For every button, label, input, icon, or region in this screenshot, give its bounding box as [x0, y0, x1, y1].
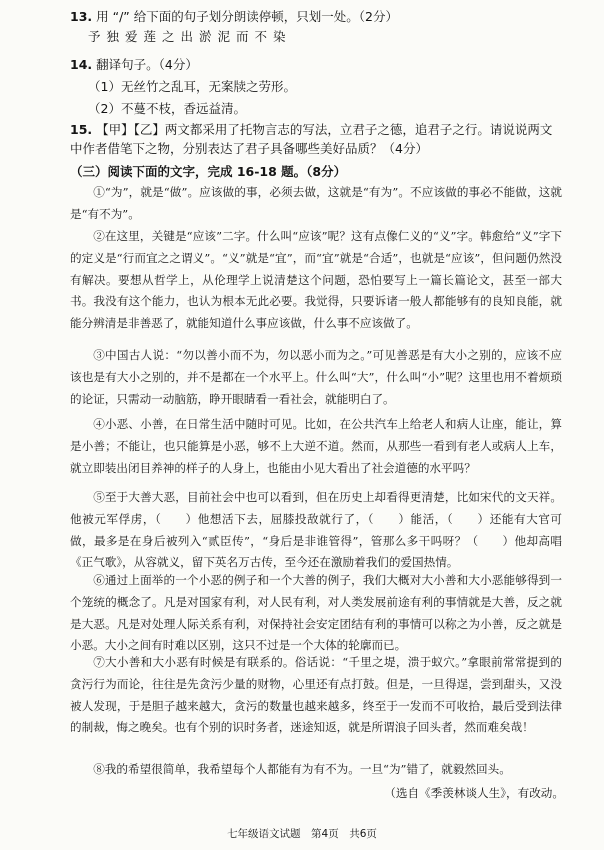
question-13-number: 13. — [70, 9, 93, 24]
question-13-sentence: 予独爱莲之出淤泥而不染 — [88, 29, 292, 44]
question-15-text: 【甲】【乙】两文都采用了托物言志的写法，立君子之德，追君子之行。请说说两文中作者借笔下之物，分别表达了君子具备哪些美好品质？（4分） — [70, 122, 553, 156]
question-15-number: 15. — [70, 122, 93, 137]
passage-paragraph-2: ②在这里，关键是“应该”二字。什么叫“应该”呢？这有点像仁义的“义”字。韩愈给“义”字下的定义是“行而宜之之谓义”。“义”就是“宜”，而“宜”就是“合适”，也就是“应该”，但问题仍然没有解决。要想从哲学上，从伦理学上说清楚这个问题，恐怕要写上一篇长篇论文，甚至一部大书。我没有这个能力，也认为根本无此必要。我觉得，只要诉诸一般人都能够有的良知良能，就能分辨清是非善恶了，就能知道什么事应该做，什么事不应该做了。 — [70, 229, 562, 331]
question-13 — [70, 8, 570, 26]
question-14-item-1: （1）无丝竹之乱耳，无案牍之劳形。 — [88, 79, 296, 94]
question-14 — [70, 56, 570, 74]
passage-paragraph-6: ⑥通过上面举的一个小恶的例子和一个大善的例子，我们大概对大小善和大小恶能够得到一个笼统的概念了。凡是对国家有利，对人民有利，对人类发展前途有利的事情就是大善，反之就是大恶。凡是对处理人际关系有利，对保持社会安定团结有利的事情可以称之为小善，反之就是小恶。大小之间有时难以区别，这只不过是一个大体的轮廓而已。 — [70, 573, 562, 653]
question-15 — [70, 120, 555, 158]
passage-paragraph-5: ⑤至于大善大恶，目前社会中也可以看到，但在历史上却看得更清楚，比如宋代的文天祥。他被元军俘虏，（ ）他想活下去，屈膝投敌就行了，（ ）能活，（ ）还能有大官可做，最多是在身后被列入“贰臣传”，“身后是非谁管得”，管那么多干吗呀？（ ）他却高唱《正气歌》，从容就义，留下英名万古传，至今还在激励着我们的爱国热情。 — [70, 490, 562, 570]
passage-paragraph-4: ④小恶、小善，在日常生活中随时可见。比如，在公共汽车上给老人和病人让座，能让，算是小善；不能让，也只能算是小恶，够不上大逆不道。然而，从那些一看到有老人或病人上车，就立即装出闭目养神的样子的人身上，也能由小见大看出了社会道德的水平吗？ — [70, 417, 562, 475]
passage-paragraph-7: ⑦大小善和大小恶有时候是有联系的。俗话说：“千里之堤，溃于蚁穴。”拿眼前常常提到的贪污行为而论，往往是先贪污少量的财物，心里还有点打鼓。但是，一旦得逞，尝到甜头，又没被人发现，于是胆子越来越大，贪污的数量也越来越多，终至于一发而不可收拾，最后受到法律的制裁，悔之晚矣。也有个别的识时务者，迷途知返，就是所谓浪子回头者，然而难矣哉！ — [70, 655, 562, 735]
question-14-item-2: （2）不蔓不枝，香远益清。 — [88, 101, 246, 116]
section-3-title: （三）阅读下面的文字，完成 16-18 题。（8分） — [70, 164, 347, 179]
page-footer: 七年级语文试题 第4页 共6页 — [227, 828, 377, 840]
passage-paragraph-3: ③中国古人说：“勿以善小而不为，勿以恶小而为之。”可见善恶是有大小之别的，应该不应该也是有大小之别的，并不是都在一个水平上。什么叫“大”，什么叫“小”呢？这里也用不着烦琐的论证，只需动一动脑筋，睁开眼睛看一看社会，就能明白了。 — [70, 348, 562, 406]
question-14-number: 14. — [70, 57, 93, 72]
passage-paragraph-1: ①“为”，就是“做”。应该做的事，必须去做，这就是“有为”。不应该做的事必不能做，这就是“有不为”。 — [70, 185, 562, 221]
question-14-text: 翻译句子。（4分） — [96, 57, 198, 72]
passage-paragraph-8: ⑧我的希望很简单，我希望每个人都能有为有不为。一旦“为”错了，就毅然回头。 — [93, 762, 511, 776]
passage-source: （选自《季羡林谈人生》，有改动。 — [384, 786, 564, 800]
question-13-text: 用 “/” 给下面的句子划分朗读停顿，只划一处。（2分） — [96, 9, 398, 24]
